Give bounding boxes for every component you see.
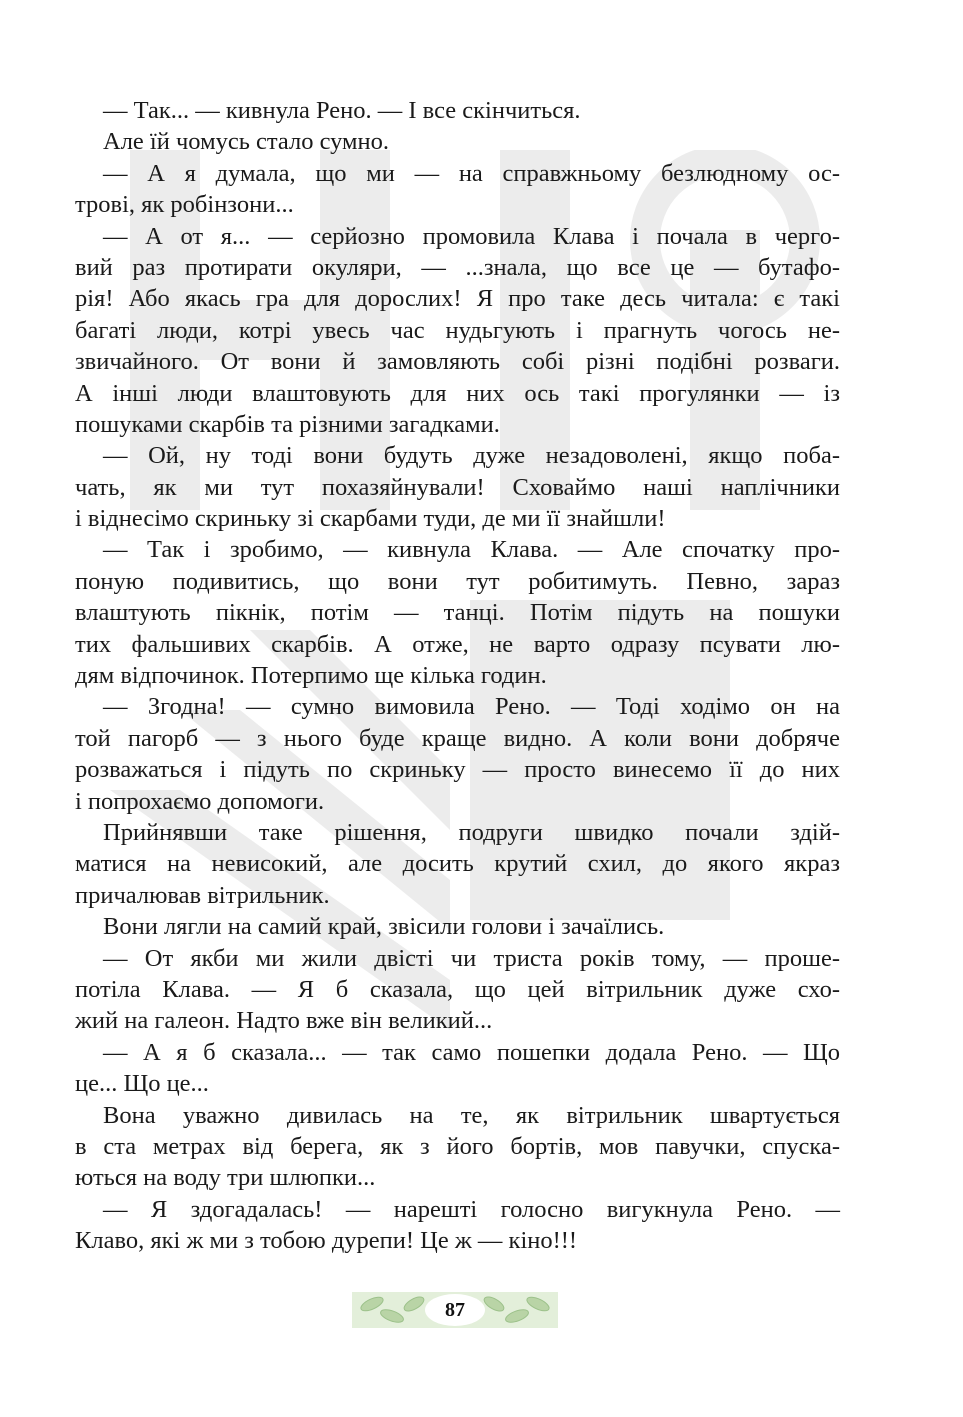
- text-line: жий на галеон. Надто вже він великий...: [75, 1007, 493, 1035]
- text-line: це... Що це...: [75, 1070, 209, 1098]
- text-line: — Я здогадалась! — нарешті голосно вигукнула Рено. —: [103, 1195, 840, 1223]
- text-line: — От якби ми жили двісті чи триста років тому, — проше-: [103, 944, 840, 972]
- text-line: — А от я... — серйозно промовила Клава і почала в черго-: [103, 222, 840, 250]
- text-line: Вони лягли на самий край, звісили голови і зачаїлись.: [103, 913, 665, 941]
- text-line: ються на воду три шлюпки...: [75, 1164, 376, 1192]
- text-line: — А я думала, що ми — на справжньому безлюдному ос-: [103, 159, 840, 187]
- text-line: Вона уважно дивилась на те, як вітрильник швартується: [103, 1101, 840, 1129]
- book-page-text: [75, 95, 840, 1256]
- text-line: в ста метрах від берега, як з його бортів, мов павучки, спуска-: [75, 1132, 840, 1160]
- text-line: поную подивитись, що вони тут робитимуть. Певно, зараз: [75, 567, 840, 595]
- text-line: Але їй чомусь стало сумно.: [103, 128, 390, 156]
- text-line: влаштують пікнік, потім — танці. Потім підуть на пошуки: [75, 599, 840, 627]
- text-line: — Згодна! — сумно вимовила Рено. — Тоді ходімо он на: [103, 693, 840, 721]
- text-line: вий раз протирати окуляри, — ...знала, що все це — бутафо-: [75, 253, 840, 281]
- text-line: — Так і зробимо, — кивнула Клава. — Але спочатку про-: [103, 536, 840, 564]
- text-line: Клаво, які ж ми з тобою дурепи! Це ж — кіно!!!: [75, 1227, 578, 1255]
- text-line: причалював вітрильник.: [75, 881, 330, 909]
- text-line: пошуками скарбів та різними загадками.: [75, 410, 500, 438]
- text-line: і віднесімо скриньку зі скарбами туди, де ми її знайшли!: [75, 505, 666, 533]
- text-line: чать, як ми тут похазяйнували! Сховаймо наші наплічники: [75, 473, 840, 501]
- text-line: матися на невисокий, але досить крутий схил, до якого якраз: [75, 850, 840, 878]
- text-line: потіла Клава. — Я б сказала, що цей вітрильник дуже схо-: [75, 975, 840, 1003]
- text-line: звичайного. От вони й замовляють собі різні подібні розваги.: [75, 348, 840, 376]
- page-footer: [352, 1290, 558, 1330]
- page-number: 87: [445, 1299, 465, 1321]
- text-line: трові, як робінзони...: [75, 191, 294, 219]
- text-line: рія! Або якась гра для дорослих! Я про таке десь читала: є такі: [75, 285, 840, 313]
- text-line: А інші люди влаштовують для них ось такі прогулянки — із: [75, 379, 840, 407]
- text-line: Прийнявши таке рішення, подруги швидко почали здій-: [103, 818, 840, 846]
- text-line: і попрохаємо допомоги.: [75, 787, 325, 815]
- text-line: — А я б сказала... — так само пошепки додала Рено. — Що: [103, 1038, 840, 1066]
- text-line: багаті люди, котрі увесь час нудьгують і прагнуть чогось не-: [75, 316, 840, 344]
- text-line: — Так... — кивнула Рено. — І все скінчиться.: [103, 97, 581, 124]
- text-line: дям відпочинок. Потерпимо ще кілька годин.: [75, 662, 547, 690]
- text-line: той пагорб — з нього буде краще видно. А коли вони добряче: [75, 724, 840, 752]
- text-line: розважаться і підуть по скриньку — просто винесемо її до них: [75, 756, 840, 784]
- text-line: тих фальшивих скарбів. А отже, не варто одразу псувати лю-: [75, 630, 840, 658]
- text-line: — Ой, ну тоді вони будуть дуже незадоволені, якщо поба-: [103, 442, 840, 470]
